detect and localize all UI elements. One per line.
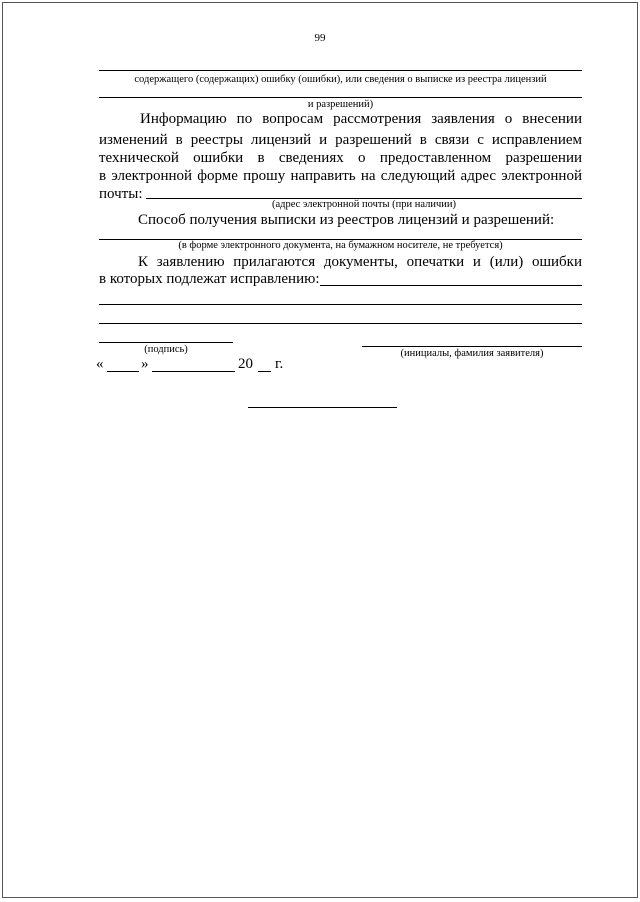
caption-error-record-cont: и разрешений) bbox=[307, 99, 374, 110]
applicant-name-line bbox=[362, 346, 582, 347]
page-border-left bbox=[2, 2, 3, 898]
date-open-quote: « bbox=[96, 356, 104, 372]
date-year-line bbox=[258, 371, 271, 372]
date-day-line bbox=[107, 371, 139, 372]
end-separator-line bbox=[248, 407, 397, 408]
attach-fill-line-1 bbox=[320, 285, 582, 286]
date-year-suffix: г. bbox=[275, 356, 284, 372]
attach-fill-line-3 bbox=[99, 323, 582, 324]
caption-applicant-name: (инициалы, фамилия заявителя) bbox=[400, 348, 544, 359]
info-paragraph-line-3: технической ошибки в сведениях о предоставленном разрешении bbox=[99, 150, 582, 166]
caption-signature: (подпись) bbox=[144, 344, 188, 355]
attach-paragraph-line-1: К заявлению прилагаются документы, опечатки и (или) ошибки bbox=[138, 254, 582, 270]
caption-error-record: содержащего (содержащих) ошибку (ошибки), или сведения о выписке из реестра лицензий bbox=[134, 74, 547, 85]
attach-fill-line-2 bbox=[99, 304, 582, 305]
info-paragraph-line-2: изменений в реестры лицензий и разрешений в связи с исправлением bbox=[99, 132, 582, 148]
fill-line-error-record bbox=[99, 70, 582, 71]
caption-method: (в форме электронного документа, на бумажном носителе, не требуется) bbox=[178, 240, 503, 251]
fill-line-error-record-2 bbox=[99, 97, 582, 98]
info-paragraph-line-5: почты: bbox=[99, 186, 143, 202]
page-border-bottom bbox=[2, 897, 638, 898]
date-close-quote: » bbox=[141, 356, 149, 372]
info-paragraph-line-1: Информацию по вопросам рассмотрения заявления о внесении bbox=[140, 111, 582, 127]
info-paragraph-line-4: в электронной форме прошу направить на следующий адрес электронной bbox=[99, 168, 582, 184]
date-year-prefix: 20 bbox=[238, 356, 253, 372]
page-border-right bbox=[637, 2, 638, 898]
method-label: Способ получения выписки из реестров лицензий и разрешений: bbox=[138, 212, 555, 228]
caption-email: (адрес электронной почты (при наличии) bbox=[271, 199, 457, 210]
page-border-top bbox=[2, 2, 638, 3]
page-number: 99 bbox=[314, 32, 326, 44]
attach-paragraph-line-2: в которых подлежат исправлению: bbox=[99, 271, 320, 287]
date-month-line bbox=[152, 371, 235, 372]
signature-line bbox=[99, 342, 233, 343]
